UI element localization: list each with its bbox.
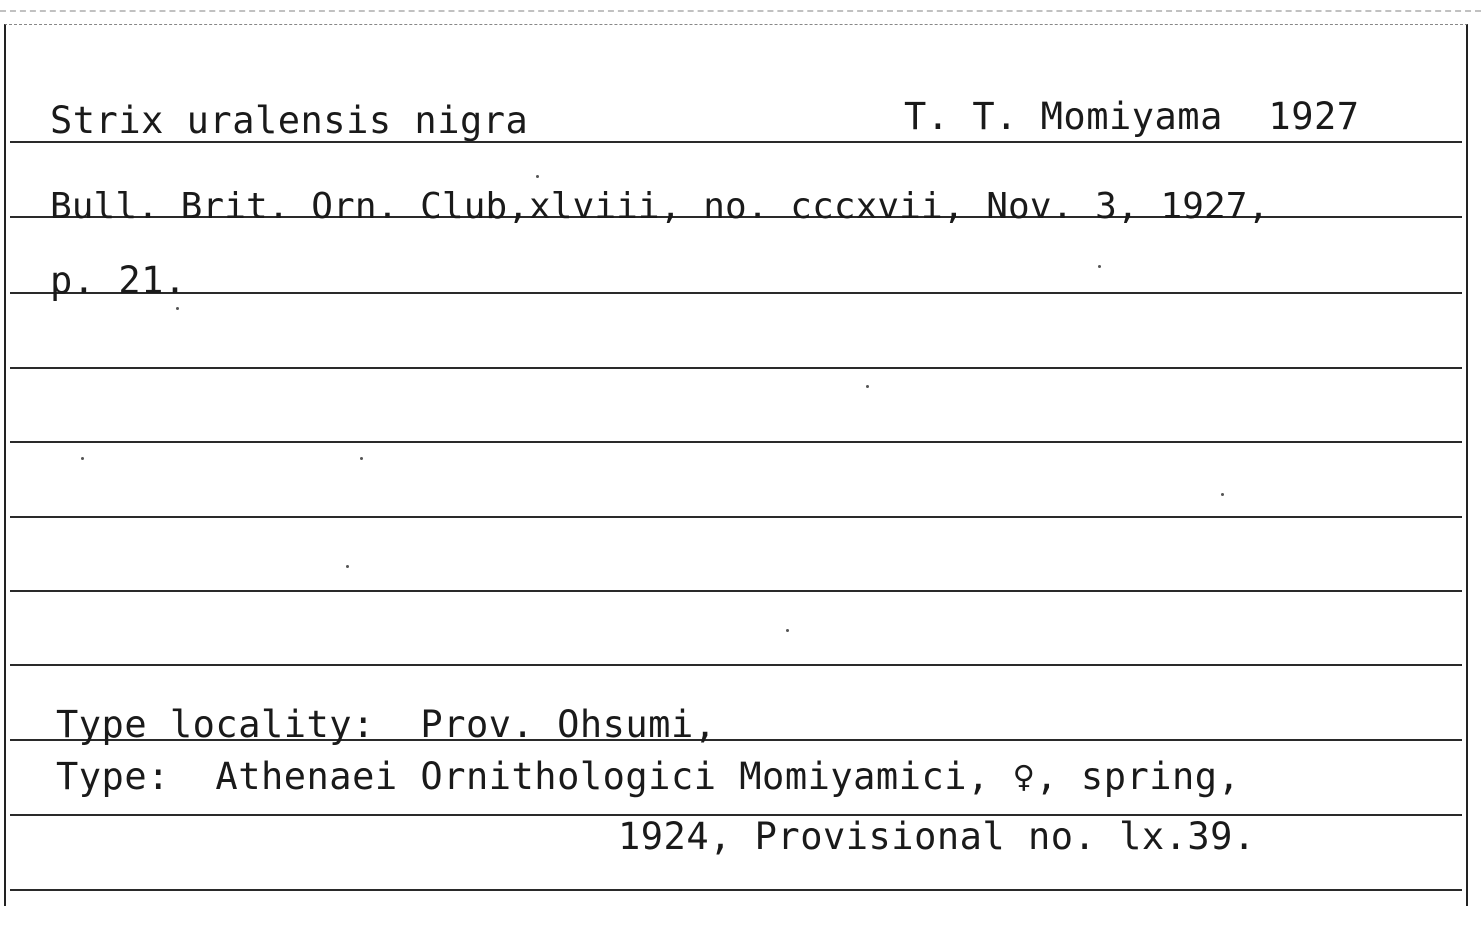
type-locality: Type locality: Prov. Ohsumi,	[56, 703, 717, 746]
type-line-2: 1924, Provisional no. lx.39.	[618, 815, 1256, 858]
type-line-1: Type: Athenaei Ornithologici Momiyamici, ♀, spring,	[56, 755, 1241, 798]
ruled-line	[10, 664, 1462, 666]
citation-line-2: p. 21.	[50, 259, 187, 302]
ruled-line	[10, 292, 1462, 294]
ruled-line	[10, 590, 1462, 592]
ruled-line	[10, 441, 1462, 443]
index-card	[4, 24, 1468, 906]
author-year: T. T. Momiyama 1927	[904, 95, 1360, 138]
citation-line-1: Bull. Brit. Orn. Club,xlviii, no. cccxvii, Nov. 3, 1927,	[50, 186, 1270, 227]
ruled-line	[10, 516, 1462, 518]
species-name: Strix uralensis nigra	[50, 99, 529, 142]
ruled-line	[10, 367, 1462, 369]
top-edge-dashes	[0, 10, 1481, 16]
ruled-line	[10, 889, 1462, 891]
